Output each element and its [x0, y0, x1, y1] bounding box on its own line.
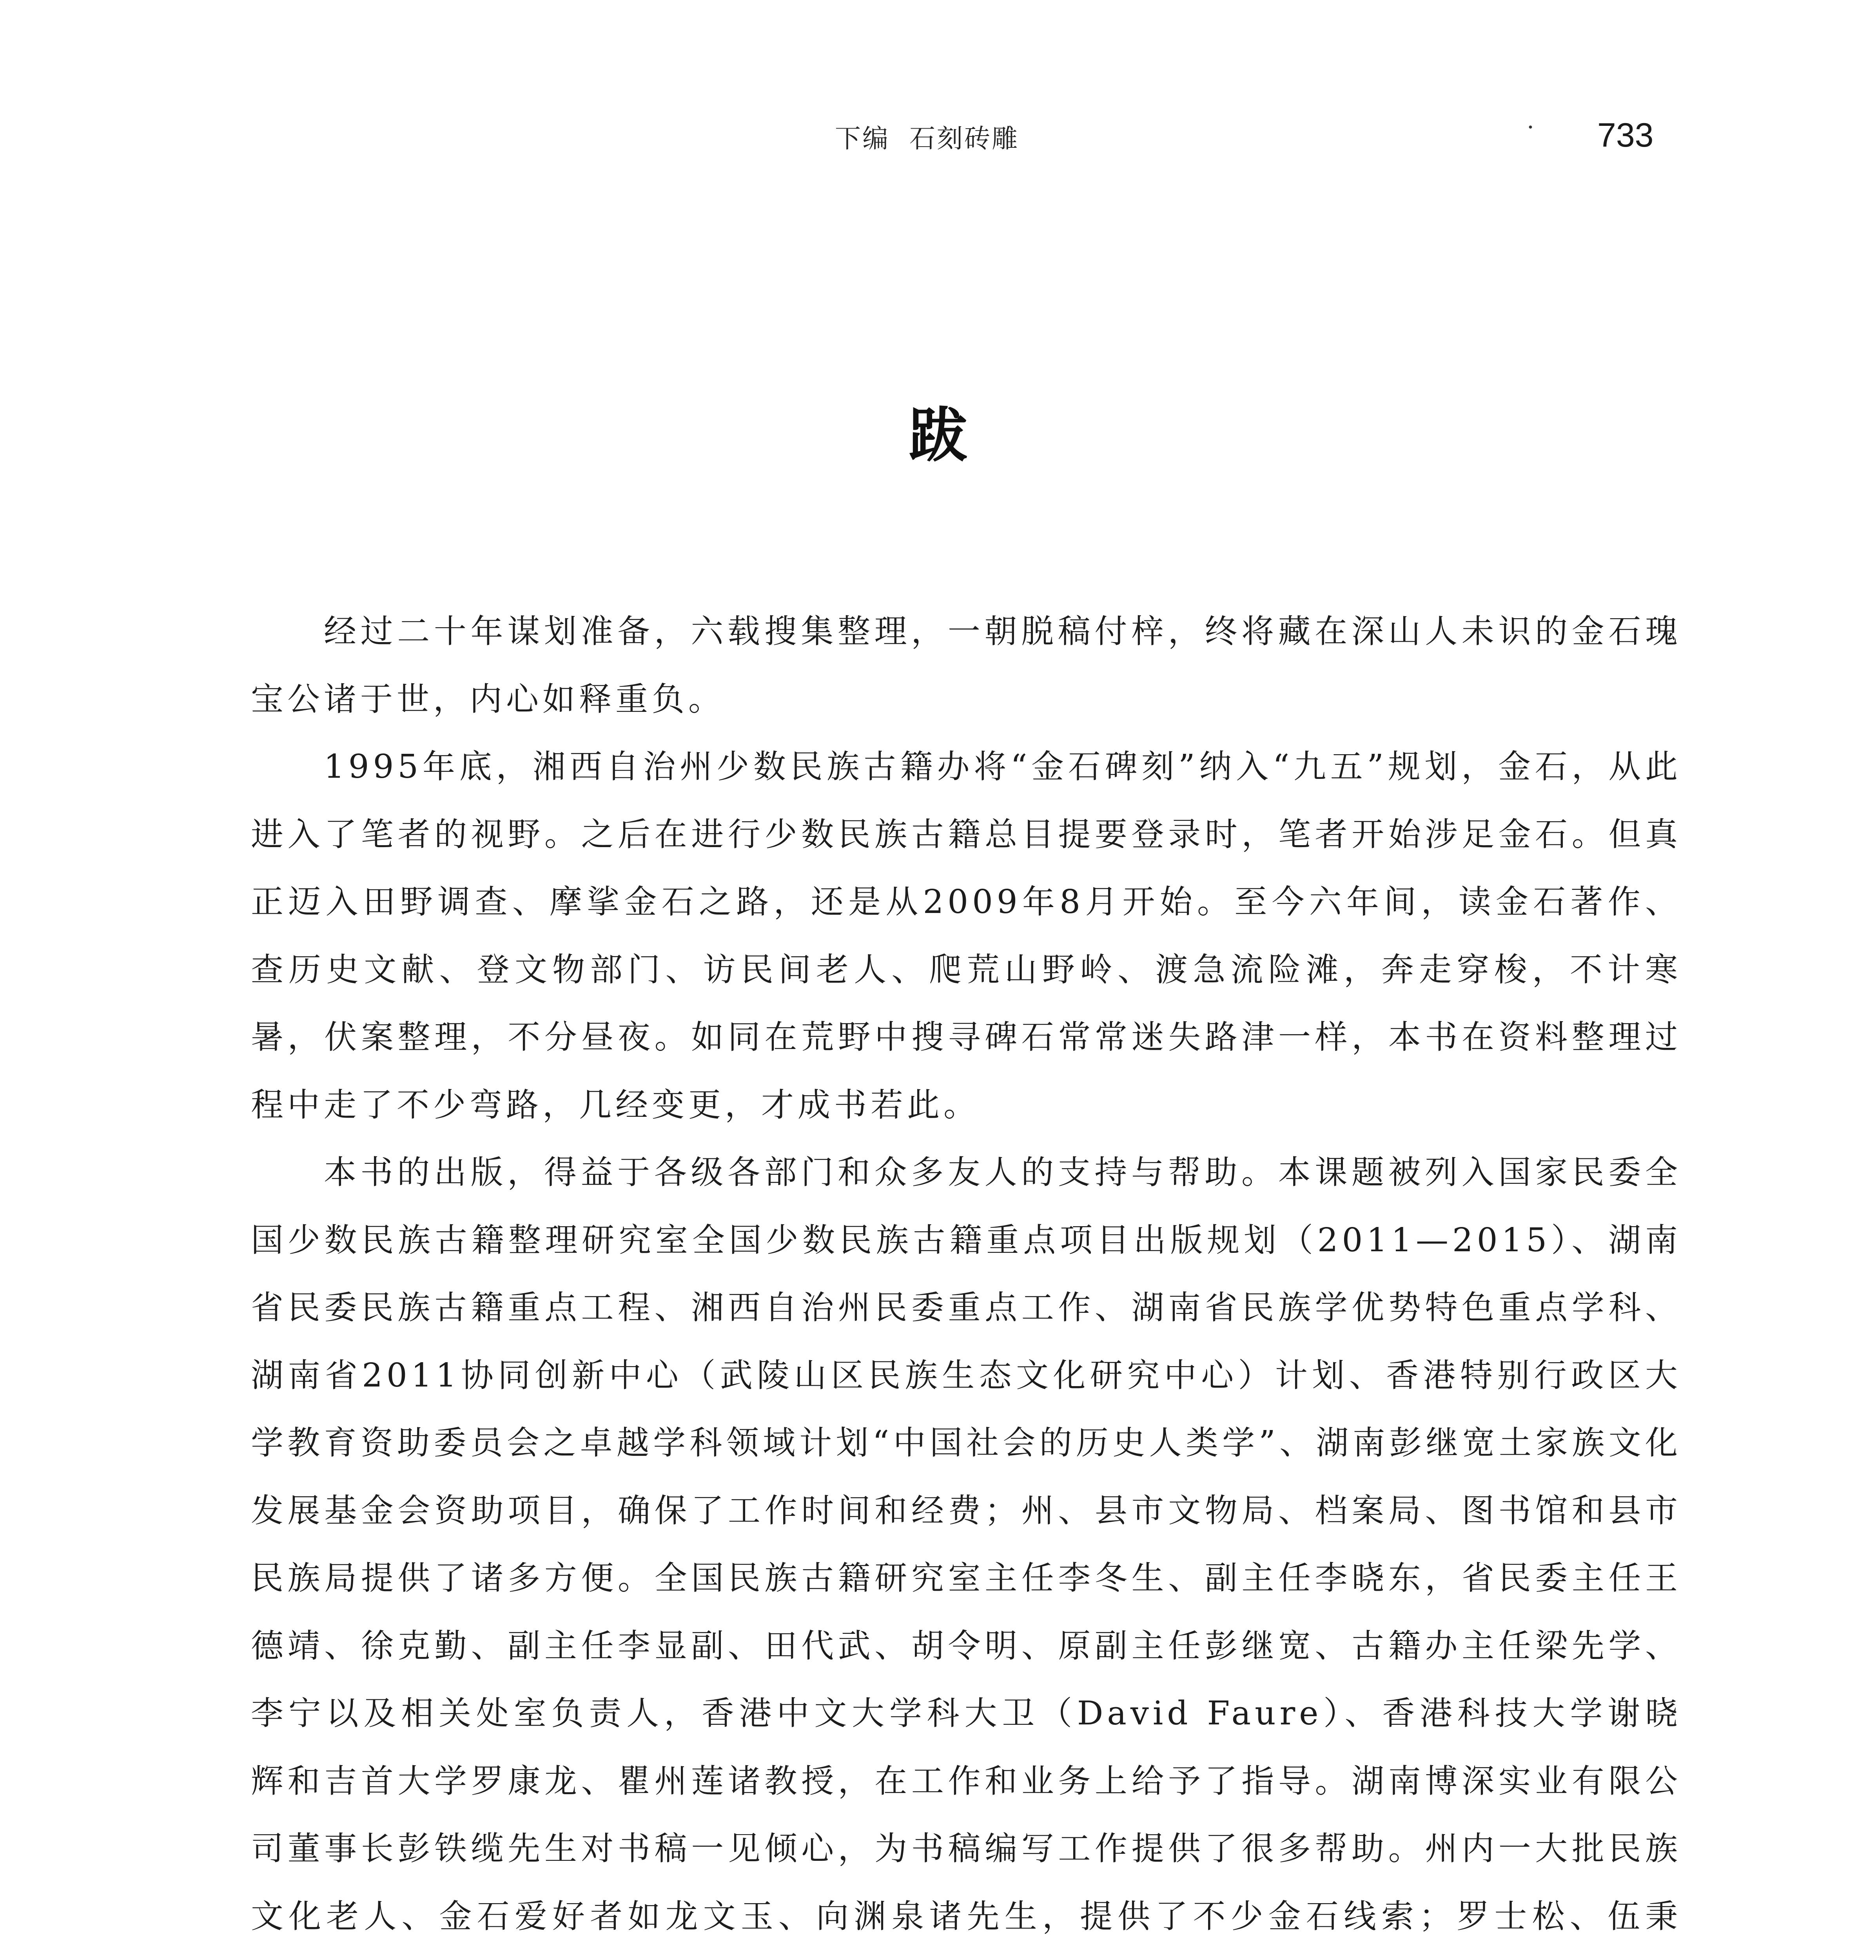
header-dot: ·: [1527, 114, 1535, 141]
paragraph-3: 本书的出版，得益于各级各部门和众多友人的支持与帮助。本课题被列入国家民委全国少数民族古籍整理研究室全国少数民族古籍重点项目出版规划（2011—2015）、湖南省民委民族古籍重点工程、湘西自治州民委重点工作、湖南省民族学优势特色重点学科、湖南省2011协同创新中心（武陵山区民族生态文化研究中心）计划、香港特别行政区大学教育资助委员会之卓越学科领域计划“中国社会的历史人类学”、湖南彭继宽土家族文化发展基金会资助项目，确保了工作时间和经费；州、县市文物局、档案局、图书馆和县市民族局提供了诸多方便。全国民族古籍研究室主任李冬生、副主任李晓东，省民委主任王德靖、徐克勤、副主任李显副、田代武、胡令明、原副主任彭继宽、古籍办主任梁先学、李宁以及相关处室负责人，香港中文大学科大卫（David Faure）、香港科技大学谢晓辉和吉首大学罗康龙、瞿州莲诸教授，在工作和业务上给予了指导。湖南博深实业有限公司董事长彭铁缆先生对书稿一见倾心，为书稿编写工作提供了很多帮助。州内一大批民族文化老人、金石爱好者如龙文玉、向渊泉诸先生，提供了不少金石线索；罗士松、伍秉: [251, 1153, 1682, 1935]
running-head-chapter: 石刻砖雕: [909, 123, 1019, 154]
postscript-body: [251, 598, 1682, 1960]
paragraph-1: 经过二十年谋划准备，六载搜集整理，一朝脱稿付梓，终将藏在深山人未识的金石瑰宝公诸于世，内心如释重负。: [251, 612, 1682, 718]
running-head: [835, 118, 1019, 155]
running-head-section: 下编: [835, 123, 890, 154]
paragraph-2: 1995年底，湘西自治州少数民族古籍办将“金石碑刻”纳入“九五”规划，金石，从此进入了笔者的视野。之后在进行少数民族古籍总目提要登录时，笔者开始涉足金石。但真正迈入田野调查、摩挲金石之路，还是从2009年8月开始。至今六年间，读金石著作、查历史文献、登文物部门、访民间老人、爬荒山野岭、渡急流险滩，奔走穿梭，不计寒暑，伏案整理，不分昼夜。如同在荒野中搜寻碑石常常迷失路津一样，本书在资料整理过程中走了不少弯路，几经变更，才成书若此。: [251, 748, 1682, 1124]
page-title: 跋: [908, 401, 967, 470]
page-number: 733: [1597, 116, 1654, 154]
